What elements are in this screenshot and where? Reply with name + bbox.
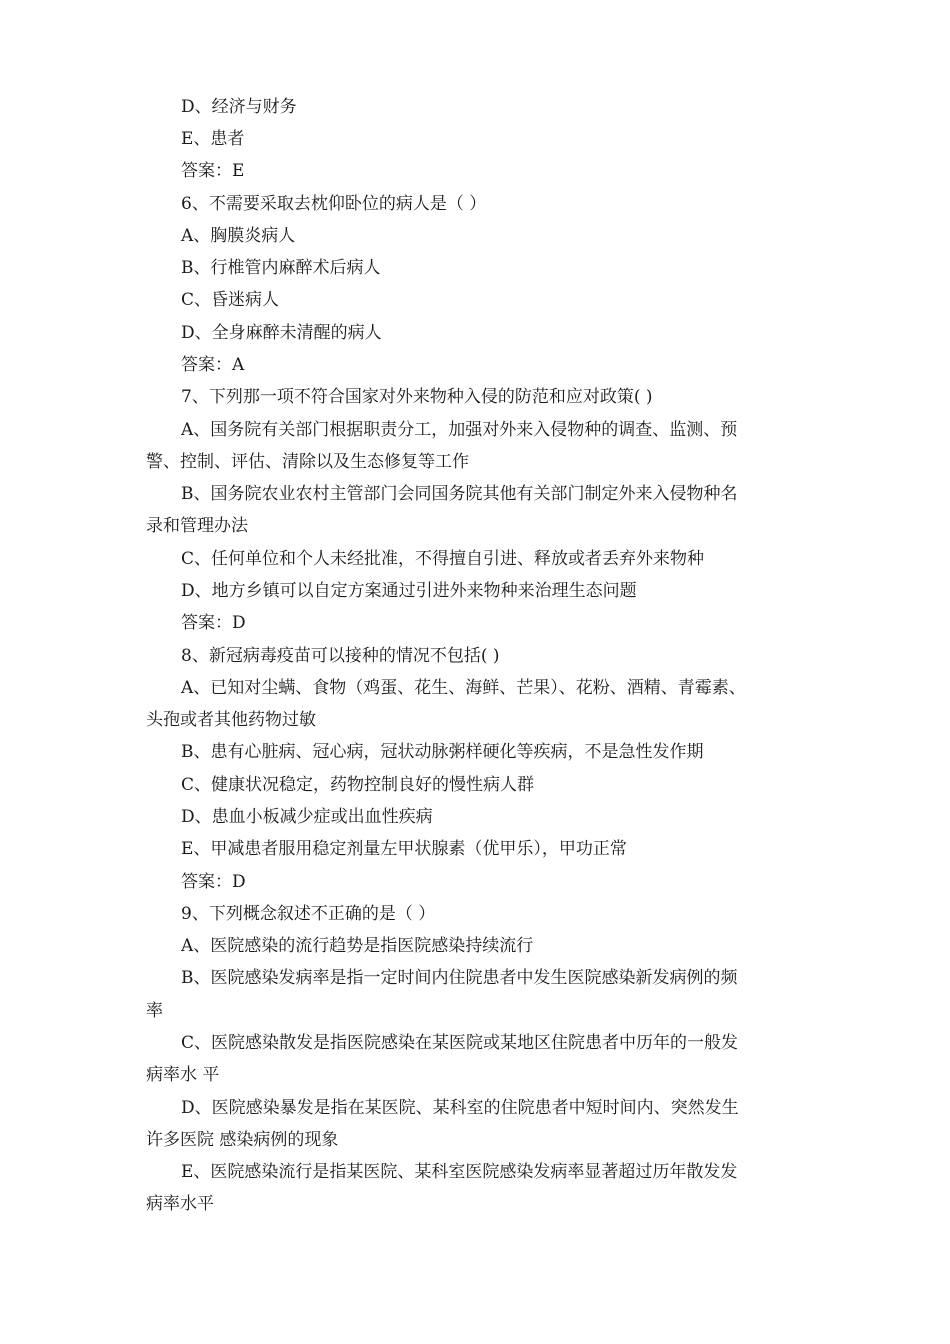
option-d-q7: D、地方乡镇可以自定方案通过引进外来物种来治理生态问题	[181, 581, 637, 601]
option-e-q5: E、患者	[181, 129, 245, 149]
question-6: 6、不需要采取去枕仰卧位的病人是（ ）	[181, 194, 487, 214]
option-b-q6: B、行椎管内麻醉术后病人	[181, 258, 381, 278]
option-d-q6: D、全身麻醉未清醒的病人	[181, 323, 382, 343]
option-a-q8: A、已知对尘螨、食物（鸡蛋、花生、海鲜、芒果）、花粉、酒精、青霉素、	[181, 678, 746, 698]
option-b-q9: B、医院感染发病率是指一定时间内住院患者中发生医院感染新发病例的频	[181, 968, 738, 988]
answer-q6: 答案：A	[181, 355, 245, 375]
option-d-q5: D、经济与财务	[181, 97, 297, 117]
option-e-q9-cont: 病率水平	[146, 1194, 214, 1214]
option-d-q9: D、医院感染暴发是指在某医院、某科室的住院患者中短时间内、突然发生	[181, 1098, 739, 1118]
option-b-q8: B、患有心脏病、冠心病，冠状动脉粥样硬化等疾病，不是急性发作期	[181, 742, 704, 762]
option-d-q9-cont: 许多医院 感染病例的现象	[146, 1130, 339, 1150]
question-7: 7、下列那一项不符合国家对外来物种入侵的防范和应对政策( )	[181, 387, 653, 407]
option-c-q7: C、任何单位和个人未经批准，不得擅自引进、释放或者丢弃外来物种	[181, 549, 705, 569]
option-a-q6: A、胸膜炎病人	[181, 226, 296, 246]
answer-q5: 答案：E	[181, 161, 245, 181]
option-b-q9-cont: 率	[146, 1001, 163, 1021]
option-d-q8: D、患血小板减少症或出血性疾病	[181, 807, 433, 827]
option-b-q7-cont: 录和管理办法	[146, 516, 248, 536]
option-a-q8-cont: 头孢或者其他药物过敏	[146, 710, 316, 730]
question-9: 9、下列概念叙述不正确的是（ ）	[181, 904, 436, 924]
option-a-q7: A、国务院有关部门根据职责分工，加强对外来入侵物种的调查、监测、预	[181, 420, 738, 440]
option-a-q7-cont: 警、控制、评估、清除以及生态修复等工作	[146, 452, 469, 472]
answer-q7: 答案：D	[181, 613, 246, 633]
option-e-q9: E、医院感染流行是指某医院、某科室医院感染发病率显著超过历年散发发	[181, 1162, 738, 1182]
option-c-q9: C、医院感染散发是指医院感染在某医院或某地区住院患者中历年的一般发	[181, 1033, 739, 1053]
option-c-q8: C、健康状况稳定，药物控制良好的慢性病人群	[181, 775, 535, 795]
option-b-q7: B、国务院农业农村主管部门会同国务院其他有关部门制定外来入侵物种名	[181, 484, 738, 504]
option-a-q9: A、医院感染的流行趋势是指医院感染持续流行	[181, 936, 534, 956]
option-c-q6: C、昏迷病人	[181, 290, 280, 310]
option-c-q9-cont: 病率水 平	[146, 1065, 220, 1085]
question-8: 8、新冠病毒疫苗可以接种的情况不包括( )	[181, 646, 500, 666]
answer-q8: 答案：D	[181, 872, 246, 892]
option-e-q8: E、甲减患者服用稳定剂量左甲状腺素（优甲乐），甲功正常	[181, 839, 627, 859]
